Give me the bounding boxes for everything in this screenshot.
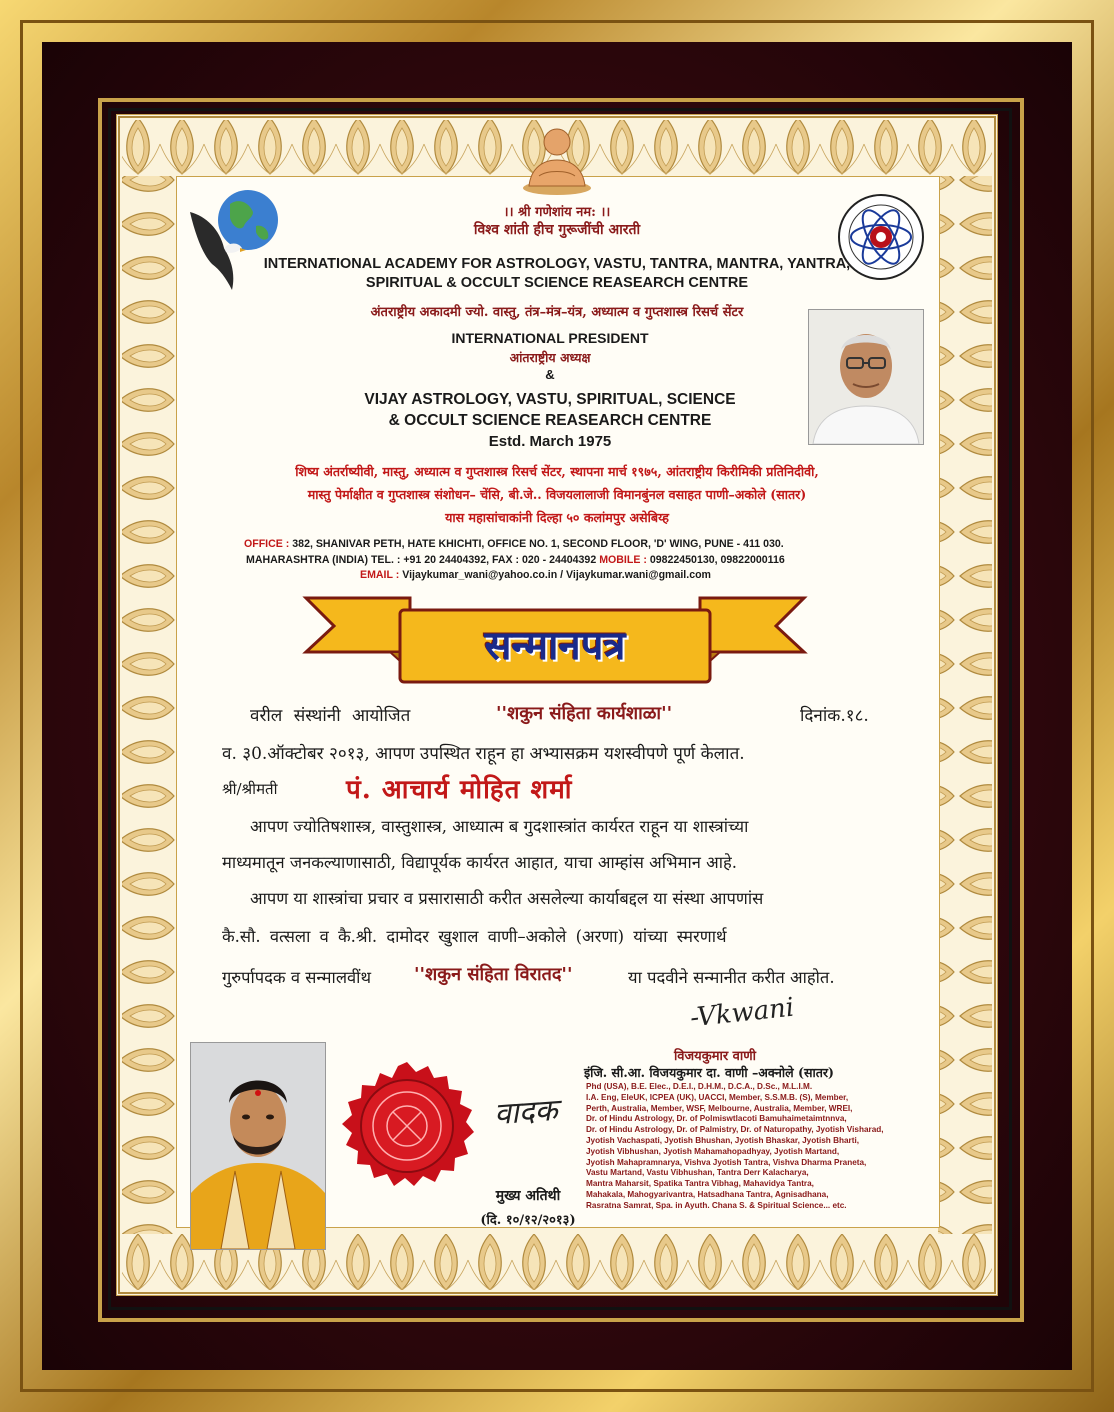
body-line1-prefix: वरील संस्थांनी आयोजित xyxy=(250,706,411,726)
signatory-name: विजयकुमार वाणी xyxy=(673,1049,757,1064)
academy-name-line2: SPIRITUAL & OCCULT SCIENCE REASEARCH CENTRE xyxy=(365,275,749,291)
credential-line: Jyotish Vibhushan, Jyotish Mahamahopadhyay, Jyotish Martand, xyxy=(586,1146,840,1156)
credential-line: Mahakala, Mahogyarivantra, Hatsadhana Tantra, Agnisadhana, xyxy=(586,1189,829,1199)
credential-line: Dr. of Hindu Astrology, Dr. of Polmiswtlacoti Bamuhaimetaimtnnva, xyxy=(586,1114,847,1124)
para2-line3-prefix: गुरुर्पापदक व सन्मालवींथ xyxy=(222,968,371,987)
signatory-signature: -Vkwani xyxy=(688,992,796,1034)
certificate-title: सन्मानपत्र xyxy=(484,622,626,669)
credential-line: Dr. of Hindu Astrology, Dr. of Palmistry, Dr. of Naturopathy, Jyotish Visharad, xyxy=(586,1125,884,1135)
established-date: Estd. March 1975 xyxy=(488,433,612,450)
credential-line: Jyotish Vachaspati, Jyotish Bhushan, Jyotish Bhaskar, Jyotish Bharti, xyxy=(586,1135,860,1145)
office-label: OFFICE : xyxy=(244,538,290,550)
para1-line1: आपण ज्योतिषशास्त्र, वास्तुशास्त्र, आध्यात्म ब गुदशास्त्रांत कार्यरत राहून या शास्त्रांच्या xyxy=(250,817,749,836)
motto-text: विश्व शांती हीच गुरूजींची आरती xyxy=(473,222,641,238)
marathi-desc-line3: यास महासांचाकांनी दिल्हा ५० कलांमपुर असेबिय्ह xyxy=(445,510,669,525)
recipient-photo xyxy=(190,1042,326,1250)
marathi-desc-line2: मास्तु पेर्माक्षीत व गुप्तशास्त्र संशोधन– चेंसि, बी.जे.. विजयलालाजी विमानबुंनल वसाहत पाणी–अकोले (सातर) xyxy=(307,487,807,502)
tel-text: MAHARASHTRA (INDIA) TEL. : +91 20 24404392, FAX : 020 - 24404392 xyxy=(246,554,597,566)
email-line xyxy=(360,569,711,581)
credential-line: Jyotish Mahapramnarya, Vishva Jyotish Tantra, Vishva Dharma Praneta, xyxy=(586,1157,867,1167)
telephone-line xyxy=(246,554,785,566)
credential-line: Rasratna Samrat, Spa. in Ayuth. Chana S. & Spiritual Science... etc. xyxy=(586,1200,847,1210)
guest-label: मुख्य अतिथी xyxy=(495,1188,561,1204)
invocation-text: ।। श्री गणेशांय नम: ।। xyxy=(503,205,611,220)
president-marathi: आंतराष्ट्रीय अध्यक्ष xyxy=(509,350,591,365)
email-text: Vijaykumar_wani@yahoo.co.in / Vijaykumar.wani@gmail.com xyxy=(402,569,711,581)
credential-line: I.A. Eng, EleUK, ICPEA (UK), UACCI, Member, S.S.M.B. (S), Member, xyxy=(586,1092,849,1102)
guru-figure-icon xyxy=(517,116,597,196)
para2-line1: आपण या शास्त्रांचा प्रचार व प्रसारासाठी करीत असलेल्या कार्याबद्दल या संस्था आपणांस xyxy=(250,889,764,908)
mobile-text: 09822450130, 09822000116 xyxy=(649,554,785,566)
credential-line: Phd (USA), B.E. Elec., D.E.I., D.H.M., D.C.A., D.Sc., M.L.I.M. xyxy=(586,1082,813,1091)
office-text: 382, SHANIVAR PETH, HATE KHICHTI, OFFICE NO. 1, SECOND FLOOR, 'D' WING, PUNE - 411 030. xyxy=(292,538,784,550)
body-line1-date: दिनांक.१८. xyxy=(800,706,869,726)
para1-line2: माध्यमातून जनकल्याणासाठी, विद्यापूर्यक कार्यरत आहात, याचा आम्हांस अभिमान आहे. xyxy=(222,853,737,872)
credential-line: Perth, Australia, Member, WSF, Melbourne, Australia, Member, WREI, xyxy=(586,1103,853,1113)
signatory-full-name: इंजि. सी.आ. विजयकुमार दा. वाणी –अक्नोले (सातर) xyxy=(584,1065,835,1080)
ampersand: & xyxy=(545,367,555,382)
credential-line: Vastu Martand, Vastu Vibhushan, Tantra Derr Kalacharya, xyxy=(586,1168,809,1178)
office-address xyxy=(244,538,784,550)
para2-line2: कै.सौ. वत्सला व कै.श्री. दामोदर खुशाल वाणी–अकोले (अरणा) यांच्या स्मरणार्थ xyxy=(222,927,727,946)
centre-name-line1: VIJAY ASTROLOGY, VASTU, SPIRITUAL, SCIENCE xyxy=(364,391,736,408)
guest-date: (दि. १०/१२/२०१३) xyxy=(480,1213,576,1228)
academy-name-line1: INTERNATIONAL ACADEMY FOR ASTROLOGY, VASTU, TANTRA, MANTRA, YANTRA, xyxy=(263,256,851,272)
recipient-name: पं. आचार्य मोहित शर्मा xyxy=(346,775,573,805)
guest-signature: वादक xyxy=(492,1092,559,1133)
title-conferred: ''शकुन संहिता विरातद'' xyxy=(414,964,573,985)
academy-name-marathi: अंतराष्ट्रीय अकादमी ज्यो. वास्तु, तंत्र–मंत्र–यंत्र, अध्यात्म व गुप्तशास्त्र रिसर्च सेंटर xyxy=(370,305,744,320)
credential-line: Mantra Maharsit, Spatika Tantra Vibhag, Mahavidya Tantra, xyxy=(586,1179,814,1189)
signatory-credentials xyxy=(586,1082,916,1212)
wax-seal-icon xyxy=(338,1060,476,1198)
para2-line3-suffix: या पदवीने सन्मानीत करीत आहोत. xyxy=(628,968,835,987)
mobile-label: MOBILE : xyxy=(599,554,647,566)
president-label: INTERNATIONAL PRESIDENT xyxy=(451,330,649,346)
body-line2: व. ३0.ऑक्टोबर २०१३, आपण उपस्थित राहून हा अभ्यासक्रम यशस्वीपणे पूर्ण केलात. xyxy=(222,744,745,764)
centre-name-line2: & OCCULT SCIENCE REASEARCH CENTRE xyxy=(388,412,712,429)
salutation: श्री/श्रीमती xyxy=(222,780,278,798)
president-photo xyxy=(808,309,924,445)
email-label: EMAIL : xyxy=(360,569,400,581)
workshop-name: ''शकुन संहिता कार्यशाळा'' xyxy=(496,703,673,724)
marathi-desc-line1: शिष्य अंतर्राष्यीवी, मास्तु, अध्यात्म व गुप्तशास्त्र रिसर्च सेंटर, स्थापना मार्च १९७५, आंतराष्ट्रीय किरीमिकी प्रतिनिदीवी, xyxy=(295,464,819,479)
